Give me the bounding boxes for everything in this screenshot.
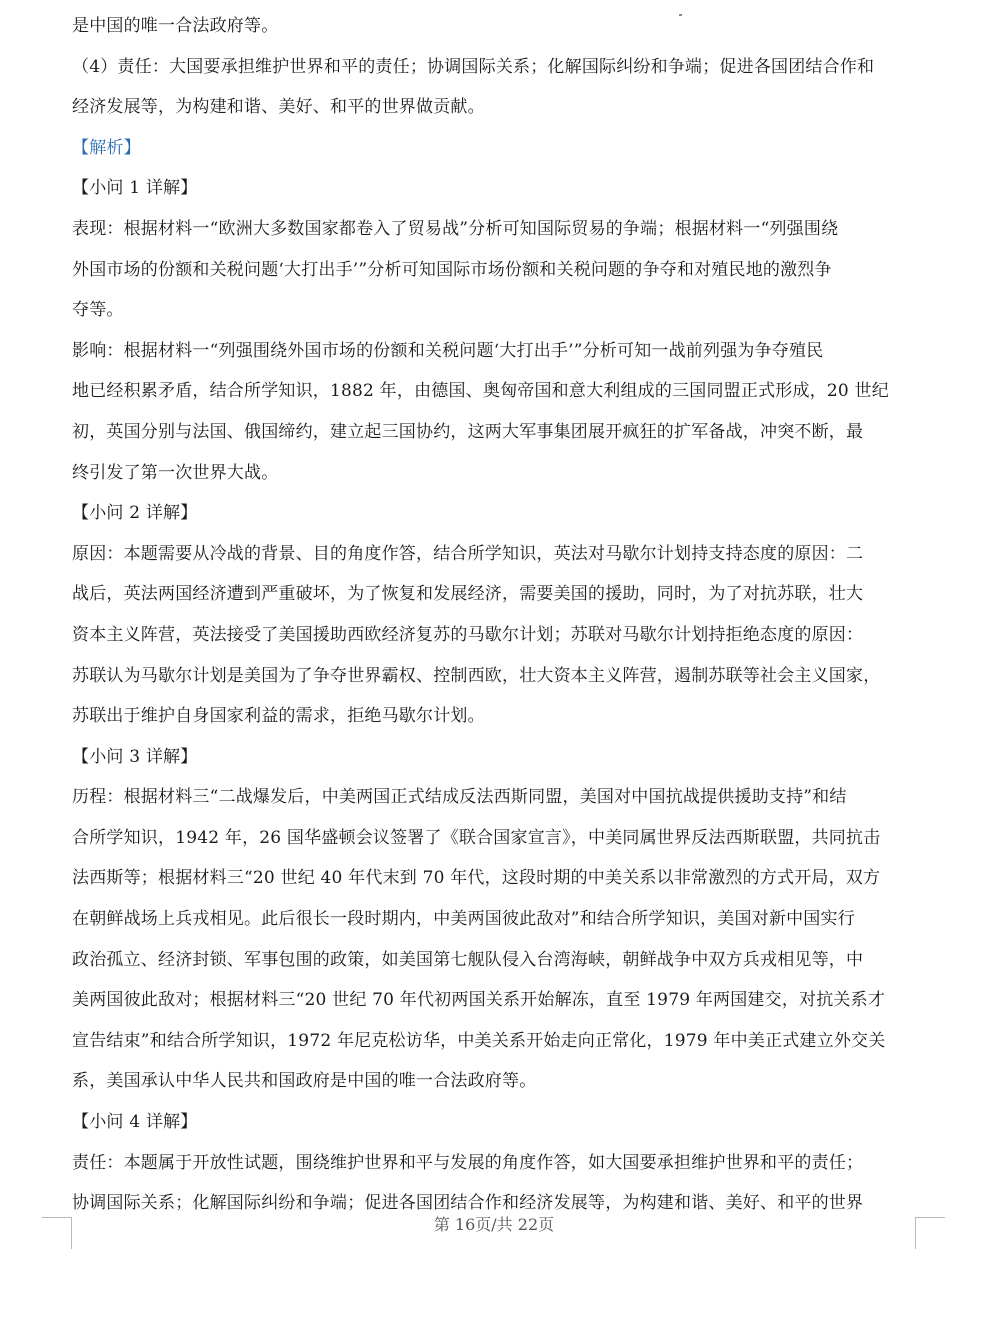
text-line: 协调国际关系；化解国际纠纷和争端；促进各国团结合作和经济发展等，为构建和谐、美好、和平的世界 xyxy=(72,1193,864,1214)
text-line: 原因：本题需要从冷战的背景、目的角度作答，结合所学知识，英法对马歇尔计划持支持态度的原因：二 xyxy=(72,543,864,564)
text-line: 初，英国分别与法国、俄国缔约，建立起三国协约，这两大军事集团展开疯狂的扩军备战，冲突不断，最 xyxy=(72,421,864,442)
subquestion-3-heading: 【小问 3 详解】 xyxy=(72,746,198,767)
text-line: 地已经积累矛盾，结合所学知识，1882 年，由德国、奥匈帝国和意大利组成的三国同盟正式形成，20 世纪 xyxy=(72,381,889,402)
text-line: 责任：本题属于开放性试题，围绕维护世界和平与发展的角度作答，如大国要承担维护世界和平的责任； xyxy=(72,1152,864,1173)
text-line: （4）责任：大国要承担维护世界和平的责任；协调国际关系；化解国际纠纷和争端；促进各国团结合作和 xyxy=(72,56,875,77)
text-line: 影响：根据材料一“列强围绕外国市场的份额和关税问题‘大打出手’”分析可知一战前列强为争夺殖民 xyxy=(72,340,824,361)
text-line: 法西斯等；根据材料三“20 世纪 40 年代末到 70 年代，这段时期的中美关系以非常激烈的方式开局，双方 xyxy=(72,868,881,889)
text-line: 苏联认为马歇尔计划是美国为了争夺世界霸权、控制西欧，壮大资本主义阵营，遏制苏联等社会主义国家， xyxy=(72,665,881,686)
text-line: 表现：根据材料一“欧洲大多数国家都卷入了贸易战”分析可知国际贸易的争端；根据材料一“列强围绕 xyxy=(72,218,839,239)
analysis-heading: 【解析】 xyxy=(72,137,141,158)
text-line: 宣告结束”和结合所学知识，1972 年尼克松访华，中美关系开始走向正常化，1979 年中美正式建立外交关 xyxy=(72,1030,886,1051)
text-line: 资本主义阵营，英法接受了美国援助西欧经济复苏的马歇尔计划；苏联对马歇尔计划持拒绝态度的原因： xyxy=(72,624,864,645)
subquestion-2-heading: 【小问 2 详解】 xyxy=(72,503,198,524)
page-number-footer: 第 16页/共 22页 xyxy=(433,1215,555,1234)
text-line: 历程：根据材料三“二战爆发后，中美两国正式结成反法西斯同盟，美国对中国抗战提供援助支持”和结 xyxy=(72,787,847,808)
text-line: 终引发了第一次世界大战。 xyxy=(72,462,279,483)
text-line: 美两国彼此敌对；根据材料三“20 世纪 70 年代初两国关系开始解冻，直至 1979 年两国建交，对抗关系才 xyxy=(72,990,886,1011)
text-line: 外国市场的份额和关税问题‘大打出手’”分析可知国际市场份额和关税问题的争夺和对殖民地的激烈争 xyxy=(72,259,832,280)
text-line: 战后，英法两国经济遭到严重破坏，为了恢复和发展经济，需要美国的援助，同时，为了对抗苏联，壮大 xyxy=(72,584,864,605)
text-line: 在朝鲜战场上兵戎相见。此后很长一段时期内，中美两国彼此敌对”和结合所学知识，美国对新中国实行 xyxy=(72,909,855,930)
text-line: 经济发展等，为构建和谐、美好、和平的世界做贡献。 xyxy=(72,97,485,118)
subquestion-1-heading: 【小问 1 详解】 xyxy=(72,178,198,199)
text-line: 苏联出于维护自身国家利益的需求，拒绝马歇尔计划。 xyxy=(72,706,485,727)
subquestion-4-heading: 【小问 4 详解】 xyxy=(72,1112,198,1133)
text-line: 是中国的唯一合法政府等。 xyxy=(72,16,279,36)
text-line: 系，美国承认中华人民共和国政府是中国的唯一合法政府等。 xyxy=(72,1071,537,1092)
text-line: 合所学知识，1942 年，26 国华盛顿会议签署了《联合国家宣言》，中美同属世界反法西斯联盟，共同抗击 xyxy=(72,827,881,848)
text-line: 政治孤立、经济封锁、军事包围的政策，如美国第七舰队侵入台湾海峡，朝鲜战争中双方兵戎相见等，中 xyxy=(72,949,864,970)
answer-body xyxy=(72,6,918,1224)
text-line: 夺等。 xyxy=(72,300,124,321)
